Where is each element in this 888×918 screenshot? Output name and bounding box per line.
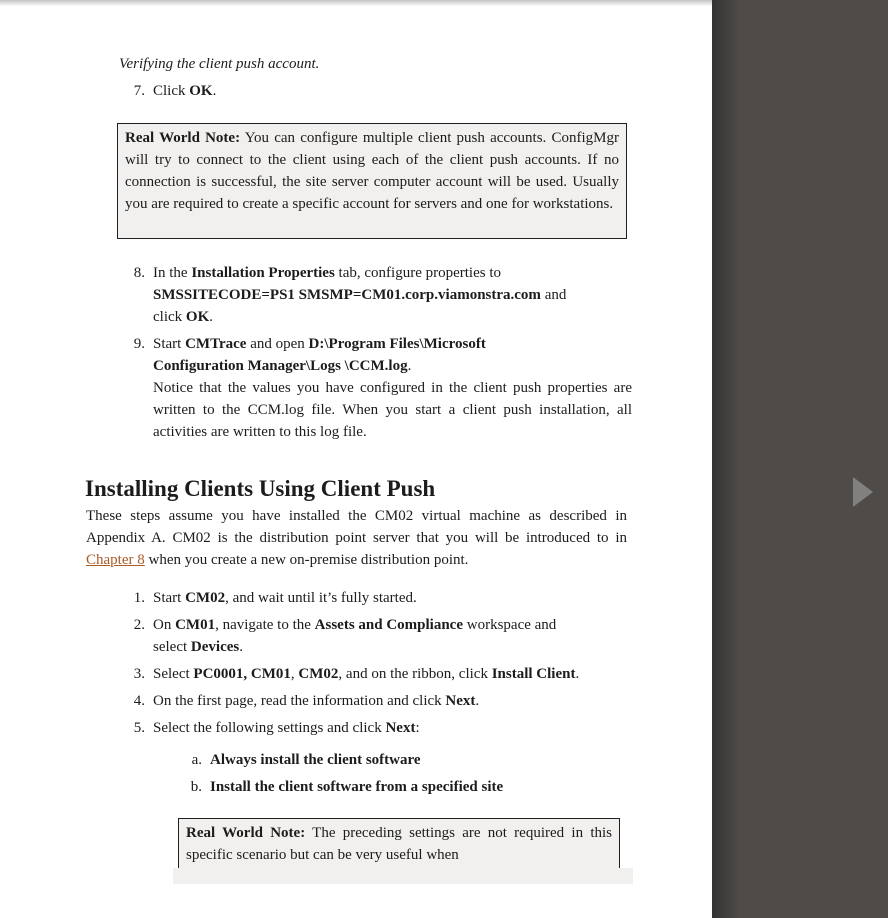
text-segment: tab, configure properties to	[334, 265, 501, 281]
text-segment: Next	[445, 693, 476, 709]
text-segment: Devices	[190, 639, 240, 655]
text-segment: Real World Note:	[186, 825, 306, 841]
list-item-7	[126, 80, 216, 102]
page-edge-shadow	[712, 0, 740, 918]
text-segment: CMTrace	[185, 336, 247, 352]
text-segment: .	[209, 309, 213, 325]
list-item-text	[153, 80, 216, 102]
text-segment: Installation Properties	[191, 265, 335, 281]
text-segment: Select the following settings and click	[153, 720, 386, 736]
list-item-text	[153, 690, 479, 712]
step-note-text: Notice that the values you have configured in the client push properties are written to the CCM.log file. When you start a client push installation, all activities are written to this log file.	[153, 380, 632, 440]
text-segment: On the first page, read the information and click	[153, 693, 446, 709]
note-box-clipped-fill	[173, 868, 633, 884]
list-item-text	[210, 776, 503, 798]
text-segment: In the	[153, 265, 192, 281]
text-segment: select	[153, 639, 191, 655]
text-segment: and open	[246, 336, 309, 352]
real-world-note-box	[117, 123, 627, 239]
text-segment: , and wait until it’s fully started.	[225, 590, 417, 606]
chapter-8-link[interactable]: Chapter 8	[86, 552, 145, 568]
list-item-number: a.	[191, 752, 202, 768]
list-item-number: 1.	[133, 590, 145, 606]
text-segment: You can configure multiple client push accounts. ConfigMgr will try to connect to the client using each of the client push accounts. If no connection is successful, the site server computer account will be used. Usually you are required to create a specific account for servers and one for workstations.	[125, 130, 619, 212]
text-segment: .	[407, 358, 412, 374]
text-segment: Start	[153, 590, 186, 606]
text-segment: Install the client software from a specified site	[210, 779, 504, 795]
text-segment: Configuration Manager\Logs \CCM.log	[153, 358, 408, 374]
text-segment: CM01	[175, 617, 216, 633]
text-segment: Real World Note:	[125, 130, 241, 146]
list-item-number: 8.	[133, 265, 145, 281]
sublist-item-b	[185, 776, 503, 798]
list-item-4	[126, 690, 479, 712]
list-item-number: 7.	[133, 83, 145, 99]
list-item-8	[126, 262, 566, 328]
text-segment: SMSSITECODE=PS1 SMSMP=CM01.corp.viamonstra.com	[153, 287, 541, 303]
text-segment: OK	[185, 309, 210, 325]
text-segment: , and on the ribbon, click	[338, 666, 492, 682]
text-segment: .	[475, 693, 480, 709]
list-item-number: 9.	[133, 336, 145, 352]
text-segment: CM02	[298, 666, 339, 682]
sublist-item-a	[185, 749, 421, 771]
text-segment: Assets and Compliance	[314, 617, 464, 633]
list-item-text	[153, 717, 420, 739]
list-item-2	[126, 614, 556, 658]
list-item-text	[153, 587, 417, 609]
list-item-5	[126, 717, 420, 739]
text-segment: Next	[385, 720, 416, 736]
text-segment: :	[415, 720, 420, 736]
intro-paragraph	[86, 505, 627, 571]
text-segment: when you create a new on-premise distribution point.	[144, 552, 469, 568]
list-item-number: 3.	[133, 666, 145, 682]
text-segment: Always install the client software	[210, 752, 421, 768]
list-item-text	[153, 663, 579, 685]
list-item-number: 2.	[133, 617, 145, 633]
text-segment: Start	[153, 336, 186, 352]
list-item-text	[153, 333, 632, 377]
list-item-text	[153, 614, 556, 658]
text-segment: click	[153, 309, 186, 325]
list-item-text	[153, 262, 566, 328]
list-item-number: b.	[190, 779, 202, 795]
text-segment: OK	[189, 83, 213, 99]
figure-caption: Verifying the client push account.	[119, 56, 320, 72]
note-text	[186, 825, 612, 863]
text-segment: , navigate to the	[215, 617, 315, 633]
list-item-9	[126, 333, 632, 443]
text-segment: .	[575, 666, 580, 682]
list-item-3	[126, 663, 579, 685]
text-segment: Click	[153, 83, 190, 99]
text-segment: The preceding settings are not required in this specific scenario but can be very useful when	[186, 825, 612, 863]
text-segment: Install Client	[491, 666, 576, 682]
list-item-text	[210, 749, 421, 771]
next-page-arrow-icon[interactable]	[853, 477, 873, 507]
text-segment: .	[239, 639, 243, 655]
list-item-1	[126, 587, 417, 609]
page-top-shadow	[0, 0, 712, 6]
text-segment: D:\Program Files\Microsoft	[308, 336, 486, 352]
text-segment: workspace and	[463, 617, 557, 633]
section-heading: Installing Clients Using Client Push	[85, 476, 436, 502]
text-segment: Select	[153, 666, 194, 682]
text-segment: ,	[290, 666, 299, 682]
list-item-number: 5.	[133, 720, 145, 736]
list-item-number: 4.	[133, 693, 145, 709]
reader-sidebar	[712, 0, 888, 918]
note-text	[125, 130, 619, 212]
text-segment: These steps assume you have installed the CM02 virtual machine as described in Appendix A. CM02 is the distribution point server that you will be introduced to in	[86, 508, 627, 546]
text-segment: .	[212, 83, 217, 99]
text-segment: PC0001, CM01	[193, 666, 291, 682]
text-segment: and	[540, 287, 567, 303]
text-segment: On	[153, 617, 176, 633]
text-segment: CM02	[185, 590, 226, 606]
real-world-note-box	[178, 818, 620, 868]
